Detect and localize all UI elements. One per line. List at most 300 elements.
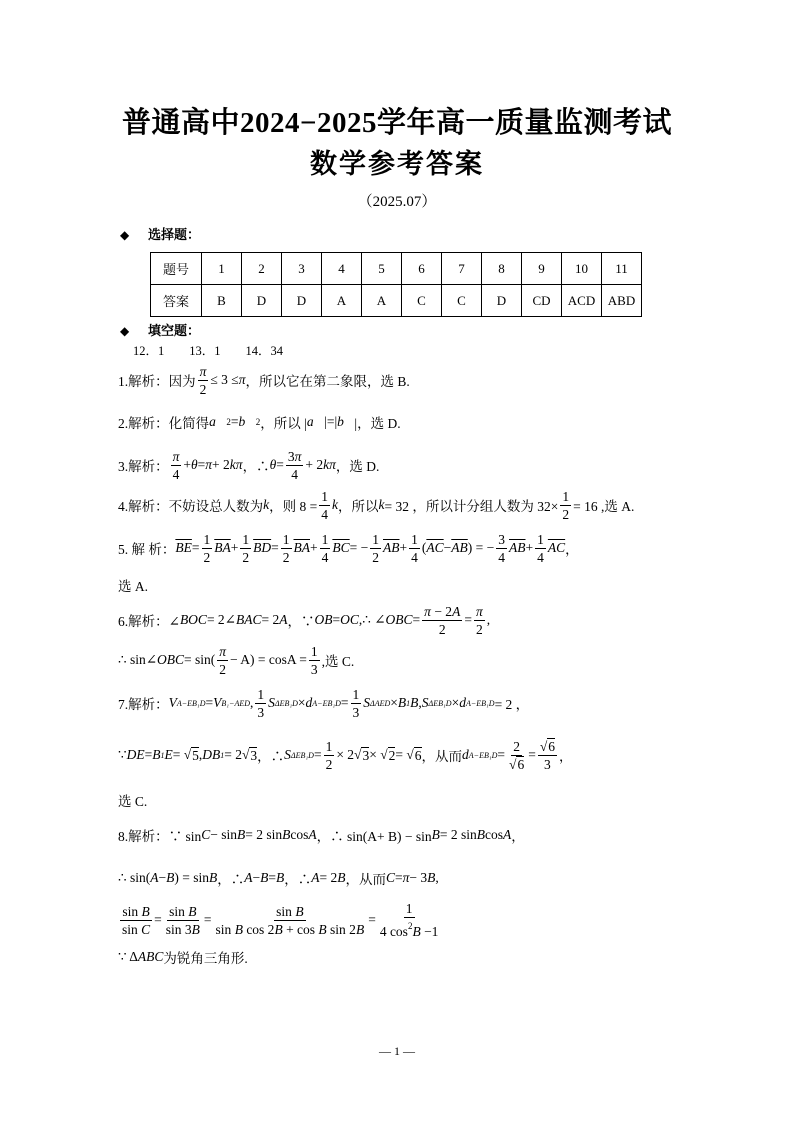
vector: $\overline{BA}$ bbox=[293, 540, 310, 555]
denominator bbox=[120, 921, 152, 938]
text-run: ，∴ sin(A+ B) − sin bbox=[316, 829, 432, 844]
text-run: = bbox=[394, 870, 403, 885]
subscript: A−EB₁D bbox=[465, 698, 495, 708]
text-run: = 2√ bbox=[224, 747, 250, 762]
math-variable: A bbox=[244, 870, 253, 885]
denominator bbox=[496, 549, 507, 566]
fill-blank-answers: 12．1 13．1 14．34 bbox=[133, 344, 284, 358]
numerator bbox=[171, 448, 182, 466]
text-run: × 2√ bbox=[336, 747, 362, 762]
subscript: A−EB₁D bbox=[176, 698, 206, 708]
fraction bbox=[198, 363, 209, 398]
math-variable: B bbox=[318, 921, 327, 937]
fraction bbox=[496, 531, 507, 566]
solution-line bbox=[118, 683, 529, 723]
text-run: = bbox=[340, 695, 349, 710]
table-cell: B bbox=[202, 285, 242, 317]
numerator bbox=[560, 488, 571, 506]
subscript: ΔEB₁D bbox=[290, 750, 314, 760]
fraction bbox=[324, 738, 335, 773]
math-variable: C bbox=[141, 921, 151, 937]
table-cell: 1 bbox=[202, 253, 242, 285]
math-variable: b⃗ bbox=[238, 414, 256, 429]
text-run: cos bbox=[290, 827, 309, 842]
solution-line bbox=[118, 485, 634, 525]
numerator bbox=[409, 531, 420, 549]
text-run: = 2 bbox=[319, 870, 338, 885]
table-cell: 5 bbox=[362, 253, 402, 285]
text-run: 4.解析：不妨设总人数为 bbox=[118, 499, 264, 514]
denominator bbox=[164, 921, 202, 938]
numerator bbox=[120, 903, 151, 921]
text-run: , bbox=[198, 747, 203, 762]
text-run: − bbox=[443, 540, 452, 555]
text-run: = bbox=[191, 540, 200, 555]
superscript: 2 bbox=[407, 921, 413, 931]
math-variable: OC bbox=[340, 612, 359, 627]
subscript: ΔAED bbox=[370, 698, 391, 708]
math-variable: b⃗ bbox=[337, 414, 355, 429]
text-run: |，选 D. bbox=[354, 416, 401, 431]
vector: $\overline{AB}$ bbox=[383, 540, 400, 555]
denominator bbox=[214, 921, 367, 938]
fraction bbox=[320, 531, 331, 566]
sqrt-radicand: 5 bbox=[192, 747, 199, 763]
text-run: √ bbox=[539, 738, 548, 754]
text-run: , bbox=[250, 695, 254, 710]
answer-table bbox=[150, 252, 642, 317]
text-run: × bbox=[297, 695, 306, 710]
text-run: ，∴ bbox=[242, 459, 270, 474]
text-run: = bbox=[203, 912, 212, 927]
fraction bbox=[422, 603, 462, 638]
math-variable: kπ bbox=[229, 457, 243, 472]
math-variable: ABC bbox=[137, 949, 164, 964]
math-variable: θ bbox=[269, 457, 277, 472]
math-variable: π bbox=[172, 448, 180, 464]
text-run: 4 cos bbox=[379, 924, 408, 939]
numerator bbox=[309, 643, 320, 661]
numerator bbox=[370, 531, 381, 549]
text-run: ) = sin bbox=[174, 870, 209, 885]
vector: $\overline{BC}$ bbox=[332, 540, 350, 555]
text-run: 2 bbox=[325, 756, 333, 772]
text-run: 2 bbox=[242, 549, 250, 565]
table-header-cell: 答案 bbox=[151, 285, 202, 317]
fraction bbox=[560, 488, 571, 523]
text-run: × √ bbox=[369, 747, 388, 762]
math-variable: B bbox=[152, 747, 161, 762]
text-run: 2 bbox=[203, 549, 211, 565]
solution-line bbox=[118, 402, 401, 442]
math-variable: a⃗ bbox=[209, 414, 227, 429]
denominator bbox=[409, 549, 420, 566]
text-run: = bbox=[276, 457, 284, 472]
table-cell: A bbox=[322, 285, 362, 317]
math-variable: B bbox=[237, 827, 246, 842]
text-run: = bbox=[271, 540, 279, 555]
text-run: + bbox=[399, 540, 408, 555]
text-run: 3 bbox=[287, 448, 295, 464]
math-variable: π bbox=[205, 457, 213, 472]
diamond-bullet-icon: ◆ bbox=[120, 324, 130, 338]
text-run: sin bbox=[276, 903, 296, 919]
exam-date: （2025.07） bbox=[357, 194, 437, 210]
text-run: 6.解析：∠ bbox=[118, 614, 180, 629]
vector: $\overline{BE}$ bbox=[175, 540, 192, 555]
text-run: = √ bbox=[172, 747, 192, 762]
text-run: 4 bbox=[411, 549, 418, 565]
subscript: B₁−AED bbox=[221, 698, 250, 708]
text-run: + cos bbox=[282, 921, 319, 937]
text-run: 2.解析：化简得 bbox=[118, 416, 210, 431]
math-variable: B bbox=[260, 870, 269, 885]
math-variable: k bbox=[378, 497, 385, 512]
numerator bbox=[255, 686, 266, 704]
denominator bbox=[474, 621, 485, 638]
text-run: = 2 ， bbox=[494, 697, 530, 712]
numerator bbox=[167, 903, 198, 921]
math-variable: B bbox=[274, 921, 283, 937]
denominator bbox=[202, 549, 213, 566]
text-run: 选 A. bbox=[118, 579, 148, 594]
math-variable: B bbox=[188, 903, 197, 919]
fraction bbox=[474, 603, 485, 638]
vector: $\overline{AB}$ bbox=[509, 540, 526, 555]
math-variable: S bbox=[284, 747, 291, 762]
text-run: = bbox=[497, 747, 506, 762]
fraction bbox=[286, 448, 304, 483]
math-variable: B bbox=[427, 870, 436, 885]
text-run: × bbox=[390, 695, 398, 710]
math-variable: A bbox=[503, 827, 512, 842]
math-variable: S bbox=[421, 695, 429, 710]
text-run: 4 bbox=[537, 549, 544, 565]
table-cell: C bbox=[442, 285, 482, 317]
page-number: — 1 — bbox=[379, 1044, 415, 1058]
vector: $\overline{AC}$ bbox=[547, 540, 566, 555]
text-run: |=| bbox=[324, 414, 338, 429]
denominator bbox=[240, 549, 251, 566]
text-run: − sin bbox=[210, 827, 238, 842]
fraction bbox=[351, 686, 362, 721]
fraction bbox=[535, 531, 546, 566]
text-run: = bbox=[144, 747, 153, 762]
math-variable: k bbox=[263, 497, 270, 512]
text-run: 1 bbox=[203, 531, 211, 547]
math-variable: k bbox=[332, 497, 338, 512]
text-run: 1 bbox=[352, 686, 360, 702]
numerator bbox=[538, 738, 557, 756]
solution-line bbox=[118, 528, 579, 568]
denominator bbox=[351, 704, 362, 721]
text-run: 4 bbox=[321, 506, 328, 522]
text-run: ,选 C. bbox=[321, 654, 355, 669]
sqrt-radicand: 2 bbox=[388, 747, 396, 763]
text-run: 2 bbox=[475, 621, 483, 637]
text-run: sin bbox=[215, 921, 235, 937]
text-run: 3 bbox=[257, 704, 265, 720]
subscript: 1 bbox=[406, 698, 411, 708]
text-run: = bbox=[332, 612, 341, 627]
numerator bbox=[319, 488, 330, 506]
solution-line bbox=[118, 600, 490, 640]
text-run: 2 bbox=[199, 381, 207, 397]
math-variable: B bbox=[337, 870, 346, 885]
denominator bbox=[324, 756, 335, 773]
numerator bbox=[320, 531, 331, 549]
fraction bbox=[281, 531, 292, 566]
text-run: ， bbox=[565, 542, 579, 557]
denominator bbox=[370, 549, 381, 566]
text-run: = 2 bbox=[261, 612, 280, 627]
math-variable: B bbox=[234, 921, 243, 937]
text-run: 2 bbox=[562, 506, 570, 522]
text-run: = 32 ，所以计分组人数为 32× bbox=[384, 499, 559, 514]
table-cell: 6 bbox=[402, 253, 442, 285]
fraction bbox=[538, 738, 557, 773]
text-run: = bbox=[528, 747, 536, 762]
math-variable: π bbox=[424, 603, 431, 619]
text-run: , bbox=[486, 612, 491, 627]
text-run: 1 bbox=[372, 531, 379, 547]
table-cell: ABD bbox=[602, 285, 642, 317]
math-variable: BOC bbox=[179, 612, 207, 627]
solution-line bbox=[118, 445, 379, 485]
text-run: 1 bbox=[242, 531, 250, 547]
text-run: ∴ sin( bbox=[118, 870, 151, 885]
solution-line bbox=[118, 565, 148, 605]
math-variable: θ bbox=[191, 457, 198, 472]
math-variable: B bbox=[397, 695, 407, 710]
math-variable: DB bbox=[202, 747, 221, 762]
denominator bbox=[281, 549, 292, 566]
text-run: = − bbox=[349, 540, 369, 555]
math-variable: kπ bbox=[323, 457, 336, 472]
text-run: cos 2 bbox=[242, 921, 275, 937]
text-run: = bbox=[412, 612, 421, 627]
denominator bbox=[319, 506, 330, 523]
text-run: = 16 ,选 A. bbox=[573, 499, 635, 514]
text-run: 3 bbox=[498, 531, 505, 547]
numerator bbox=[240, 531, 251, 549]
math-variable: B bbox=[295, 903, 304, 919]
numerator bbox=[351, 686, 362, 704]
text-run: = bbox=[197, 457, 206, 472]
table-row-answers bbox=[151, 285, 642, 317]
math-variable: C bbox=[385, 870, 395, 885]
text-run: ) = − bbox=[467, 540, 495, 555]
table-cell: 4 bbox=[322, 253, 362, 285]
superscript: 2 bbox=[255, 417, 261, 427]
text-run: 2 bbox=[513, 738, 520, 754]
numerator bbox=[274, 903, 305, 921]
math-variable: B bbox=[282, 827, 291, 842]
table-cell: 3 bbox=[282, 253, 322, 285]
numerator bbox=[404, 900, 415, 918]
subscript: 1 bbox=[220, 750, 225, 760]
text-run: ，∵ bbox=[287, 614, 315, 629]
text-run: ,∴ ∠ bbox=[358, 612, 386, 627]
math-variable: π bbox=[475, 603, 483, 619]
text-run: ，所以 bbox=[338, 499, 379, 514]
text-run: −1 bbox=[420, 924, 439, 939]
table-cell: 10 bbox=[562, 253, 602, 285]
text-run: 1 bbox=[310, 643, 318, 659]
text-run: ，从而 bbox=[421, 749, 463, 764]
text-run: 2 bbox=[438, 621, 446, 637]
table-cell: 8 bbox=[482, 253, 522, 285]
math-variable: S bbox=[268, 695, 275, 710]
sqrt-radicand: 3 bbox=[362, 747, 370, 763]
denominator bbox=[535, 549, 546, 566]
text-run: 7.解析： bbox=[118, 697, 169, 712]
text-run: 1 bbox=[325, 738, 333, 754]
subscript: A−EB₁D bbox=[312, 698, 341, 708]
numerator bbox=[535, 531, 546, 549]
subscript: ΔEB₁D bbox=[428, 698, 452, 708]
text-run: + bbox=[183, 457, 192, 472]
text-run: = √ bbox=[395, 747, 414, 762]
sqrt-radicand: 6 bbox=[517, 756, 525, 772]
numerator bbox=[496, 531, 507, 549]
text-run: + bbox=[310, 540, 318, 555]
math-variable: B bbox=[412, 924, 421, 939]
numerator bbox=[202, 531, 213, 549]
text-run: = bbox=[154, 912, 162, 927]
text-run: ≤ 3 ≤ bbox=[210, 372, 239, 387]
text-run: − 2 bbox=[430, 603, 453, 619]
text-run: 4 bbox=[291, 466, 298, 482]
denominator bbox=[378, 918, 441, 940]
text-run: ∴ sin∠ bbox=[118, 652, 158, 667]
math-variable: π bbox=[238, 372, 246, 387]
text-run: = sin( bbox=[184, 652, 216, 667]
text-run: 1 bbox=[537, 531, 544, 547]
text-run: 3 bbox=[544, 756, 551, 772]
text-run: = bbox=[464, 612, 472, 627]
math-variable: E bbox=[164, 747, 173, 762]
table-cell: 7 bbox=[442, 253, 482, 285]
text-run: ，选 D. bbox=[335, 459, 380, 474]
denominator bbox=[198, 381, 209, 398]
text-run: − A) = cosA = bbox=[230, 652, 307, 667]
text-run: 选 C. bbox=[118, 794, 148, 809]
solution-line bbox=[118, 815, 525, 855]
numerator bbox=[324, 738, 335, 756]
numerator bbox=[422, 603, 462, 621]
text-run: sin bbox=[169, 903, 189, 919]
text-run: 1 bbox=[562, 488, 570, 504]
text-run: 3 bbox=[352, 704, 360, 720]
math-variable: π bbox=[294, 448, 302, 464]
numerator bbox=[198, 363, 209, 381]
text-run: 4 bbox=[321, 549, 329, 565]
table-cell: D bbox=[242, 285, 282, 317]
text-run: ，∴ bbox=[217, 872, 245, 887]
text-run: , bbox=[435, 870, 439, 885]
fraction bbox=[319, 488, 330, 523]
text-run: 4 bbox=[172, 466, 180, 482]
vector: $\overline{AC}$ bbox=[426, 540, 444, 555]
text-run: 4 bbox=[498, 549, 505, 565]
fraction bbox=[507, 738, 526, 773]
text-run: + 2 bbox=[212, 457, 230, 472]
math-variable: B bbox=[476, 827, 486, 842]
numerator bbox=[511, 738, 522, 756]
math-variable: C bbox=[201, 827, 211, 842]
text-run: − bbox=[158, 870, 167, 885]
text-run: = bbox=[313, 747, 322, 762]
text-run: + bbox=[525, 540, 534, 555]
solution-line bbox=[118, 780, 147, 820]
denominator bbox=[255, 704, 266, 721]
choice-section-heading bbox=[120, 224, 200, 243]
text-run: = bbox=[368, 912, 376, 927]
text-run: ，则 8 = bbox=[269, 499, 318, 514]
math-variable: π bbox=[219, 643, 227, 659]
math-variable: d bbox=[305, 695, 313, 710]
superscript: 2 bbox=[226, 417, 231, 427]
text-run: + 2 bbox=[305, 457, 324, 472]
math-variable: B bbox=[355, 921, 365, 937]
math-variable: B bbox=[191, 921, 200, 937]
math-variable: A bbox=[308, 827, 317, 842]
fraction bbox=[214, 903, 367, 938]
numerator bbox=[281, 531, 292, 549]
math-variable: B bbox=[431, 827, 440, 842]
text-run: ，∴ bbox=[284, 872, 312, 887]
math-variable: A bbox=[150, 870, 159, 885]
math-variable: A bbox=[452, 603, 461, 619]
choice-section-label: 选择题： bbox=[148, 227, 201, 242]
table-cell: C bbox=[402, 285, 442, 317]
text-run: ， bbox=[511, 829, 525, 844]
denominator bbox=[560, 506, 571, 523]
text-run: ，∴ bbox=[257, 749, 285, 764]
math-variable: V bbox=[168, 695, 177, 710]
math-variable: V bbox=[213, 695, 222, 710]
denominator bbox=[320, 549, 331, 566]
table-cell: A bbox=[362, 285, 402, 317]
text-run: , bbox=[418, 695, 422, 710]
math-variable: B bbox=[141, 903, 150, 919]
text-run: − bbox=[252, 870, 261, 885]
solution-line bbox=[118, 900, 442, 940]
sqrt-radicand: 3 bbox=[250, 747, 258, 763]
text-run: 1 bbox=[321, 488, 328, 504]
diamond-bullet-icon: ◆ bbox=[120, 228, 130, 242]
math-variable: a⃗ bbox=[306, 414, 325, 429]
fraction bbox=[240, 531, 251, 566]
text-run: − 3 bbox=[409, 870, 428, 885]
exam-title: 普通高中2024−2025学年高一质量监测考试 bbox=[121, 107, 673, 139]
math-variable: B bbox=[208, 870, 218, 885]
table-cell: CD bbox=[522, 285, 562, 317]
subscript: ΔEB₁D bbox=[274, 698, 298, 708]
text-run: 3.解析： bbox=[118, 459, 169, 474]
fraction bbox=[202, 531, 213, 566]
math-variable: A bbox=[311, 870, 320, 885]
math-variable: B bbox=[166, 870, 175, 885]
solution-line bbox=[118, 858, 439, 898]
fraction bbox=[378, 900, 441, 940]
text-run: × bbox=[451, 695, 460, 710]
text-run: ( bbox=[421, 540, 427, 555]
math-variable: S bbox=[363, 695, 371, 710]
table-cell: 2 bbox=[242, 253, 282, 285]
vector: $\overline{AB}$ bbox=[451, 540, 468, 555]
